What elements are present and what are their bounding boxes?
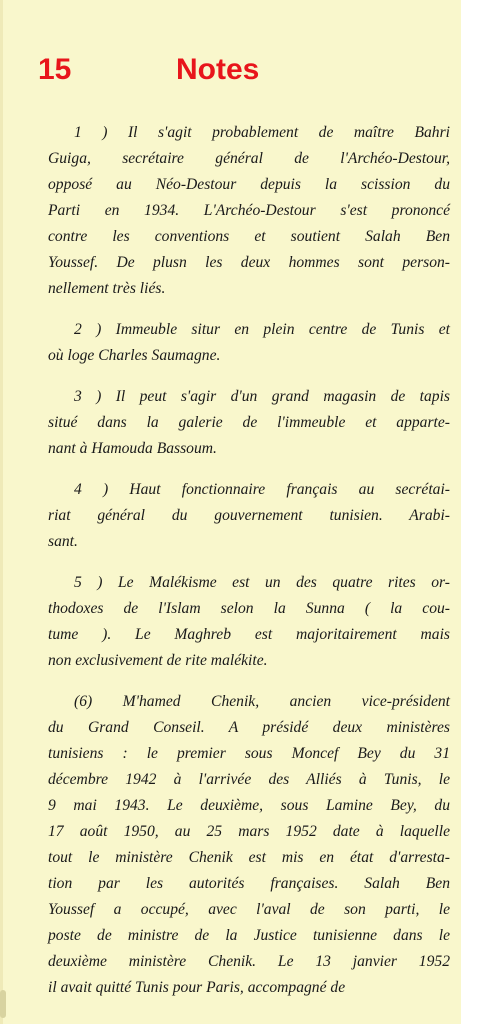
note-line: 3 ) Il peut s'agir d'un grand magasin de tapis bbox=[74, 388, 450, 405]
note-line: Youssef. De plusn les deux hommes sont person- bbox=[48, 254, 450, 271]
page-header bbox=[38, 50, 438, 90]
note-line: contre les conventions et soutient Salah Ben bbox=[48, 228, 450, 245]
note-line: tout le ministère Chenik est mis en état d'arresta- bbox=[48, 849, 450, 866]
note-line: tion par les autorités françaises. Salah Ben bbox=[48, 875, 450, 892]
note-line: il avait quitté Tunis pour Paris, accompagné de bbox=[48, 979, 346, 996]
note-line: riat général du gouvernement tunisien. Arabi- bbox=[48, 507, 450, 524]
page-title: Notes bbox=[176, 53, 260, 86]
note-line: non exclusivement de rite malékite. bbox=[48, 652, 268, 669]
note-line: 9 mai 1943. Le deuxième, sous Lamine Bey, du bbox=[48, 797, 450, 814]
note-line: Parti en 1934. L'Archéo-Destour s'est prononcé bbox=[48, 202, 450, 219]
note-line: 4 ) Haut fonctionnaire français au secrétai- bbox=[74, 481, 450, 498]
note-line: (6) M'hamed Chenik, ancien vice-président bbox=[74, 693, 450, 710]
notes-list bbox=[48, 120, 450, 1016]
page-number: 15 bbox=[38, 53, 72, 86]
note-line: 2 ) Immeuble situr en plein centre de Tunis et bbox=[74, 321, 450, 338]
note-4 bbox=[48, 477, 450, 555]
note-line: tume ). Le Maghreb est majoritairement mais bbox=[48, 626, 450, 643]
note-line: deuxième ministère Chenik. Le 13 janvier 1952 bbox=[48, 953, 450, 970]
note-line: poste de ministre de la Justice tunisienne dans le bbox=[48, 927, 450, 944]
note-line: nellement très liés. bbox=[48, 280, 166, 297]
note-line: 5 ) Le Malékisme est un des quatre rites or- bbox=[74, 574, 450, 591]
note-line: décembre 1942 à l'arrivée des Alliés à Tunis, le bbox=[48, 771, 450, 788]
page-margin bbox=[461, 0, 479, 1024]
page-edge-mark bbox=[0, 990, 6, 1018]
note-5 bbox=[48, 570, 450, 674]
note-line: 17 août 1950, au 25 mars 1952 date à laquelle bbox=[48, 823, 450, 840]
note-line: opposé au Néo-Destour depuis la scission du bbox=[48, 176, 450, 193]
note-line: situé dans la galerie de l'immeuble et apparte- bbox=[48, 414, 450, 431]
note-line: du Grand Conseil. A présidé deux ministères bbox=[48, 719, 450, 736]
note-line: Youssef a occupé, avec l'aval de son parti, le bbox=[48, 901, 450, 918]
note-line: sant. bbox=[48, 533, 78, 550]
note-1 bbox=[48, 120, 450, 302]
note-line: tunisiens : le premier sous Moncef Bey du 31 bbox=[48, 745, 450, 762]
note-line: Guiga, secrétaire général de l'Archéo-Destour, bbox=[48, 150, 450, 167]
note-3 bbox=[48, 384, 450, 462]
page-left-edge bbox=[0, 0, 3, 1024]
note-line: 1 ) Il s'agit probablement de maître Bahri bbox=[74, 124, 450, 141]
note-6 bbox=[48, 689, 450, 1001]
note-line: où loge Charles Saumagne. bbox=[48, 347, 221, 364]
note-2 bbox=[48, 317, 450, 369]
note-line: nant à Hamouda Bassoum. bbox=[48, 440, 217, 457]
note-line: thodoxes de l'Islam selon la Sunna ( la cou- bbox=[48, 600, 450, 617]
